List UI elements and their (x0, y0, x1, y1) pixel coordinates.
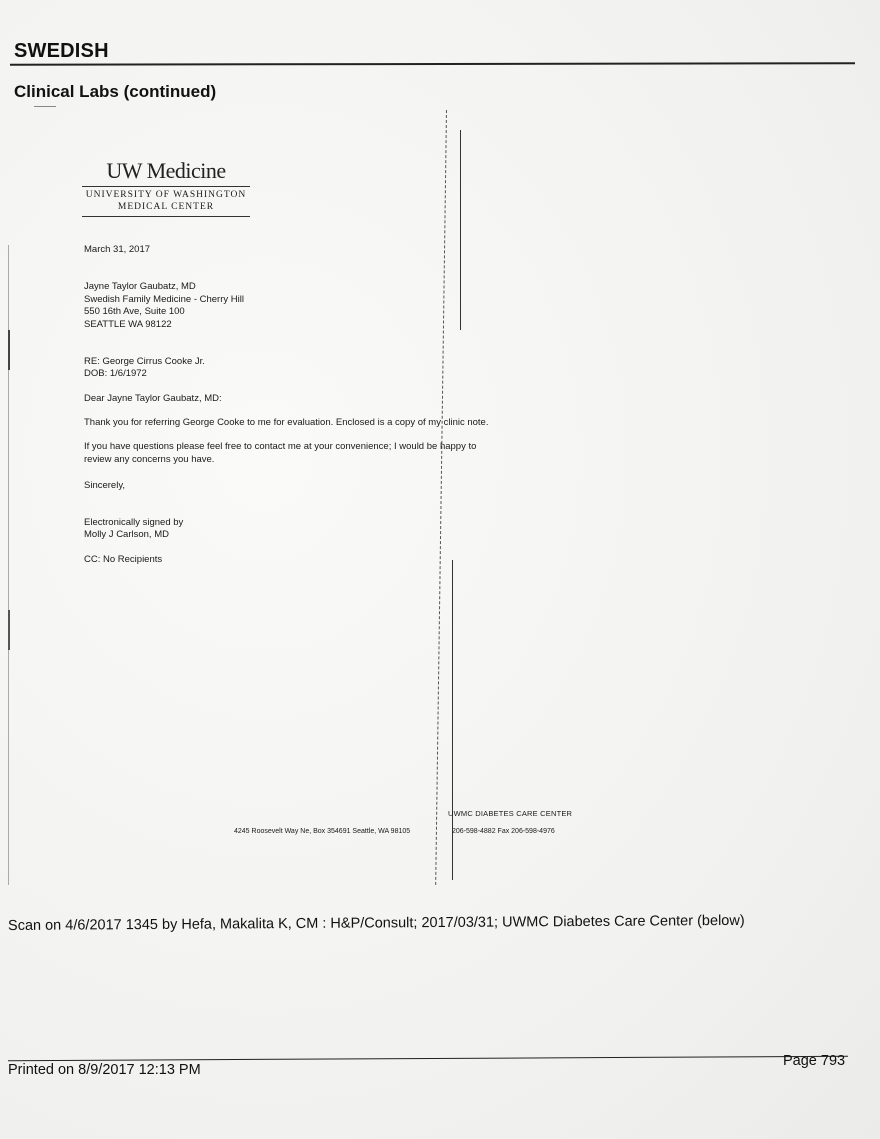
fold-line (435, 110, 447, 885)
signature-line: Electronically signed by (84, 517, 184, 528)
scan-margin-mark (8, 610, 10, 650)
printed-timestamp: Printed on 8/9/2017 12:13 PM (8, 1062, 201, 1078)
letterhead-footer-center: UWMC DIABETES CARE CENTER (448, 809, 573, 818)
recipient-street: 550 16th Ave, Suite 100 (84, 306, 185, 317)
cc-line: CC: No Recipients (84, 554, 163, 565)
logo-rule (82, 186, 250, 187)
recipient-city: SEATTLE WA 98122 (84, 318, 172, 330)
signer-name: Molly J Carlson, MD (84, 529, 169, 540)
scan-note: Scan on 4/6/2017 1345 by Hefa, Makalita K, CM : H&P/Consult; 2017/03/31; UWMC Diabetes Care Center (below) (7, 912, 745, 934)
letter-date: March 31, 2017 (84, 244, 151, 255)
logo-rule (82, 216, 250, 217)
body-paragraph-1: Thank you for referring George Cooke to me for evaluation. Enclosed is a copy of my clinic note. (84, 417, 489, 428)
logo-subtitle-2: MEDICAL CENTER (117, 202, 215, 212)
letterhead-footer-phone: 206-598-4882 Fax 206-598-4976 (452, 828, 555, 835)
salutation: Dear Jayne Taylor Gaubatz, MD: (84, 393, 222, 404)
recipient-practice: Swedish Family Medicine - Cherry Hill (84, 293, 244, 305)
body-paragraph-2-line-1: If you have questions please feel free to contact me at your convenience; I would be happy to (84, 441, 477, 452)
uw-medicine-logo (82, 158, 250, 217)
page-number: Page 793 (783, 1053, 846, 1069)
logo-subtitle-1: UNIVERSITY OF WASHINGTON (85, 190, 247, 200)
header-brand: SWEDISH (14, 40, 109, 62)
section-title: Clinical Labs (continued) (14, 82, 217, 101)
body-paragraph-2-line-2: review any concerns you have. (84, 454, 215, 465)
closing: Sincerely, (84, 480, 126, 491)
re-line: RE: George Cirrus Cooke Jr. (84, 356, 205, 367)
fold-line-segment (460, 130, 461, 330)
logo-name: UW Medicine (106, 158, 226, 183)
letterhead-footer-address: 4245 Roosevelt Way Ne, Box 354691 Seattle, WA 98105 (234, 828, 411, 835)
recipient-name: Jayne Taylor Gaubatz, MD (84, 281, 196, 292)
scan-margin-mark (8, 330, 10, 370)
dob-line: DOB: 1/6/1972 (84, 368, 147, 379)
